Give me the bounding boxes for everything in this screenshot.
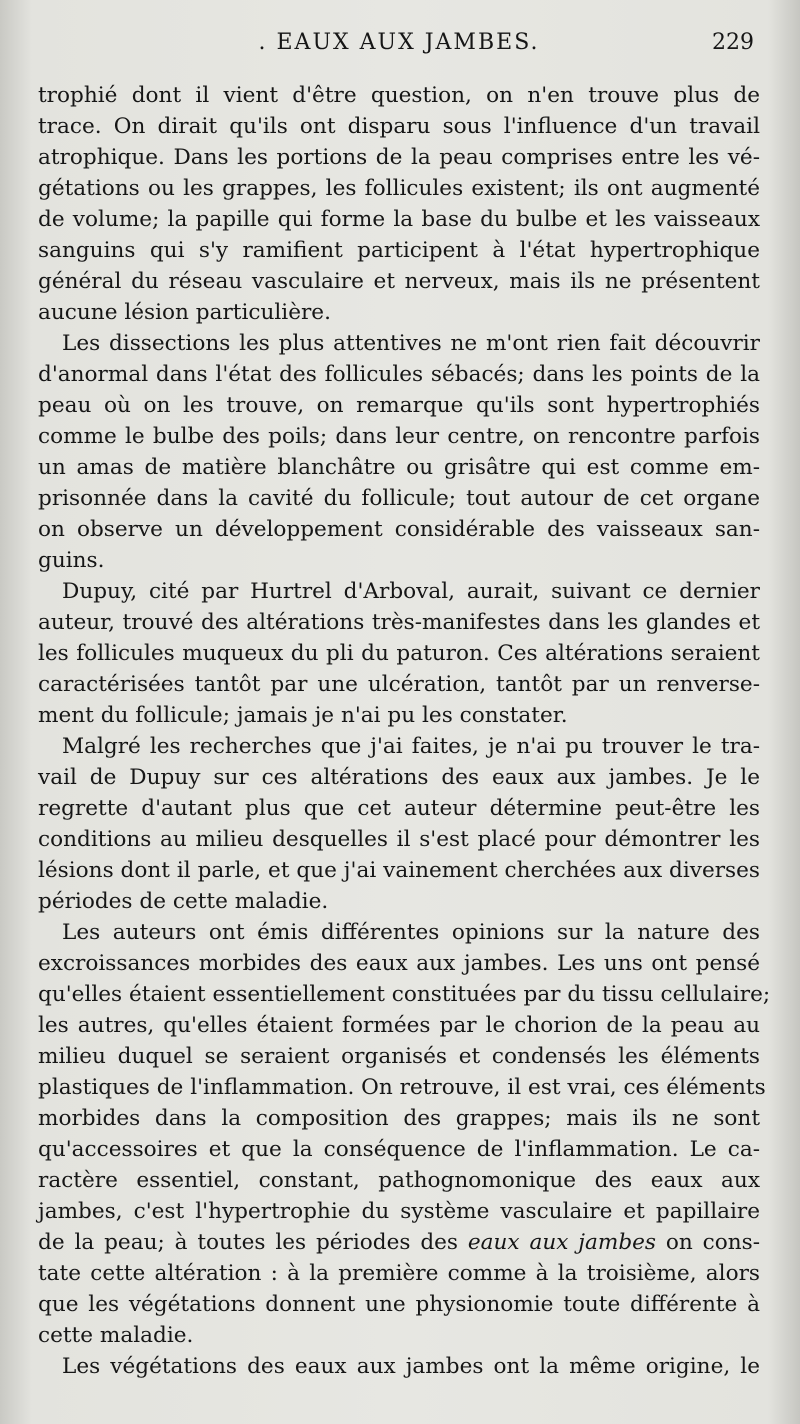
text-line: trace. On dirait qu'ils ont disparu sous l'influence d'un travail — [38, 114, 760, 139]
text-line: d'anormal dans l'état des follicules sébacés; dans les points de la — [38, 362, 760, 387]
text-line: périodes de cette maladie. — [38, 889, 329, 914]
text-line: trophié dont il vient d'être question, on n'en trouve plus de — [38, 83, 760, 108]
text-line: Malgré les recherches que j'ai faites, je n'ai pu trouver le tra- — [62, 734, 760, 759]
page-number: 229 — [712, 30, 754, 55]
text-line: un amas de matière blanchâtre ou grisâtre qui est comme em- — [38, 455, 760, 480]
text-line: Les dissections les plus attentives ne m'ont rien fait découvrir — [62, 331, 760, 356]
text-line: regrette d'autant plus que cet auteur détermine peut-être les — [38, 796, 760, 821]
text-line: vail de Dupuy sur ces altérations des eaux aux jambes. Je le — [38, 765, 760, 790]
paragraph — [38, 1351, 760, 1382]
italic-phrase: eaux aux jambes — [467, 1230, 656, 1255]
paragraph — [38, 731, 760, 917]
text-line: guins. — [38, 548, 105, 573]
text-line: lésions dont il parle, et que j'ai vainement cherchées aux diverses — [38, 858, 760, 883]
text-line: les follicules muqueux du pli du paturon. Ces altérations seraient — [38, 641, 760, 666]
text-line: de volume; la papille qui forme la base du bulbe et les vaisseaux — [38, 207, 760, 232]
text-line: on observe un développement considérable des vaisseaux san- — [38, 517, 760, 542]
text-line: de la peau; à toutes les périodes des eaux aux jambes on cons- — [38, 1230, 760, 1255]
paragraph — [38, 917, 771, 1351]
text-line: gétations ou les grappes, les follicules existent; ils ont augmenté — [38, 176, 760, 201]
paragraph — [38, 576, 760, 731]
paragraph — [38, 328, 760, 576]
text-line: auteur, trouvé des altérations très-manifestes dans les glandes et — [38, 610, 760, 635]
text-line: morbides dans la composition des grappes; mais ils ne sont — [38, 1106, 760, 1131]
text-line: Dupuy, cité par Hurtrel d'Arboval, aurait, suivant ce dernier — [62, 579, 760, 604]
text-line: Les auteurs ont émis différentes opinions sur la nature des — [62, 920, 760, 945]
text-line: comme le bulbe des poils; dans leur centre, on rencontre parfois — [38, 424, 760, 449]
text-line: prisonnée dans la cavité du follicule; tout autour de cet organe — [38, 486, 760, 511]
text-line: plastiques de l'inflammation. On retrouve, il est vrai, ces éléments — [38, 1075, 766, 1100]
text-line: les autres, qu'elles étaient formées par le chorion de la peau au — [38, 1013, 760, 1038]
text-line: tate cette altération : à la première comme à la troisième, alors — [38, 1261, 760, 1286]
text-line: jambes, c'est l'hypertrophie du système vasculaire et papillaire — [38, 1199, 760, 1224]
text-line: sanguins qui s'y ramifient participent à l'état hypertrophique — [38, 238, 760, 263]
paragraph — [38, 80, 760, 328]
text-line: conditions au milieu desquelles il s'est placé pour démontrer les — [38, 827, 760, 852]
text-line: Les végétations des eaux aux jambes ont la même origine, le — [62, 1354, 760, 1379]
text-line: ractère essentiel, constant, pathognomonique des eaux aux — [38, 1168, 760, 1193]
text-line: qu'elles étaient essentiellement constituées par du tissu cellulaire; — [38, 982, 771, 1007]
body-text — [38, 80, 771, 1382]
text-line: cette maladie. — [38, 1323, 194, 1348]
text-line: peau où on les trouve, on remarque qu'ils sont hypertrophiés — [38, 393, 760, 418]
text-line: général du réseau vasculaire et nerveux, mais ils ne présentent — [38, 269, 760, 294]
text-line: que les végétations donnent une physionomie toute différente à — [38, 1292, 760, 1317]
text-line: milieu duquel se seraient organisés et condensés les éléments — [38, 1044, 760, 1069]
text-line: caractérisées tantôt par une ulcération, tantôt par un renverse- — [38, 672, 760, 697]
text-line: ment du follicule; jamais je n'ai pu les constater. — [38, 703, 568, 728]
text-line: qu'accessoires et que la conséquence de l'inflammation. Le ca- — [38, 1137, 760, 1162]
text-line: atrophique. Dans les portions de la peau comprises entre les vé- — [38, 145, 760, 170]
text-line: excroissances morbides des eaux aux jambes. Les uns ont pensé — [38, 951, 760, 976]
running-title: . EAUX AUX JAMBES. — [258, 30, 540, 55]
text-line: aucune lésion particulière. — [38, 300, 331, 325]
page-header — [38, 30, 760, 66]
